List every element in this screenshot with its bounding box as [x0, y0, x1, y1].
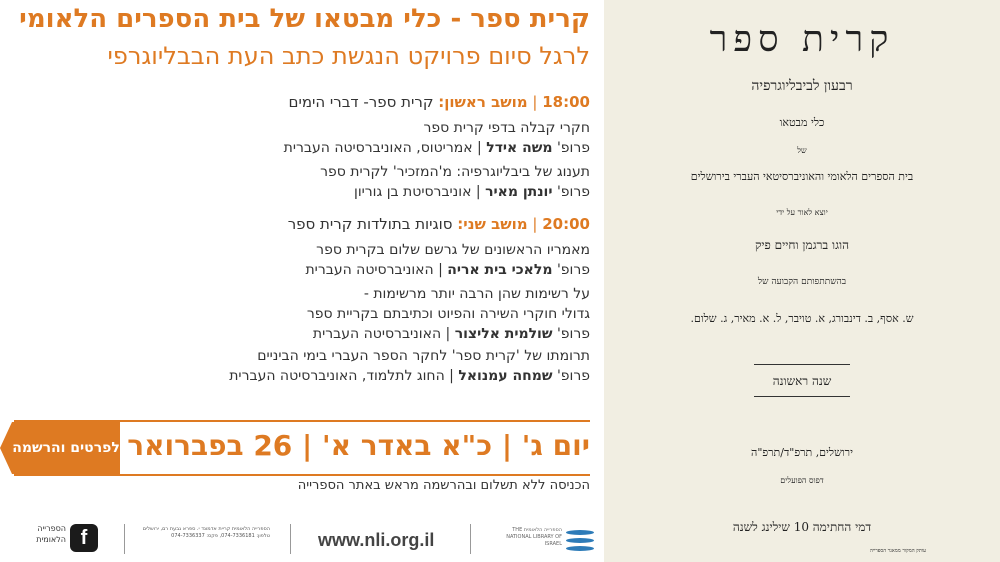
library-logo-text: הספרייה הלאומית THE NATIONAL LIBRARY OF ISRAEL: [506, 527, 562, 547]
banner-bottom-rule: [14, 474, 590, 476]
cover-organ: כלי מבטאו: [779, 116, 825, 129]
talk-2: תענוג של ביבליוגרפיה: מ'המזכיר' לקרית ספר פרופ' יונתן מאיר | אוניברסיטת בן גוריון: [320, 164, 590, 200]
library-address: הספרייה הלאומית קריית אדמונד י. ספרא גבעת רם, ירושלים טלפון: 074-7336181, פקס: 074-7336337: [142, 526, 270, 539]
cover-rule: [754, 396, 850, 397]
cover-price: דמי החתימה 10 שילינג לשנה: [732, 520, 872, 534]
cover-year: שנה ראשונה: [772, 374, 832, 388]
session-2-header: 20:00 | מושב שני: סוגיות בתולדות קרית ספר: [287, 215, 590, 233]
facebook-icon[interactable]: f: [70, 524, 98, 552]
divider: [124, 524, 125, 554]
cover-credit: עותק המקור ממאגר הספרייה: [869, 548, 926, 554]
cover-with: בהשתתפותם הקבועה של: [757, 277, 847, 287]
talk-1: חקרי קבלה בדפי קרית ספר פרופ' משה אידל | אמריטוס, האוניברסיטה העברית: [283, 120, 590, 156]
divider: [470, 524, 471, 554]
website-link[interactable]: www.nli.org.il: [318, 530, 435, 550]
event-title: קרית ספר - כלי מבטאו של בית הספרים הלאומי: [19, 4, 590, 34]
cover-rule: [754, 364, 850, 365]
cover-subtitle: רבעון לביבליוגרפיה: [751, 78, 853, 94]
cover-title: קרית ספר: [709, 19, 895, 60]
cover-place: ירושלים, תרפ"ד/תרפ"ה: [751, 446, 853, 459]
session-1-header: 18:00 | מושב ראשון: קרית ספר- דברי הימים: [288, 93, 590, 111]
facebook-label: הספרייה הלאומית: [36, 524, 66, 544]
cover-of: של: [797, 146, 807, 155]
journal-cover: [604, 0, 1000, 562]
date-banner: [0, 420, 604, 476]
cover-contributors: ש. אסף, ב. דינבורג, א. טויבר, ל. א. מאיר, ג. שלום.: [690, 312, 914, 325]
cover-institution: בית הספרים הלאומי והאוניברסיטאי העברי בירושלים: [690, 170, 914, 183]
cover-printer: דפוס הפועלים: [780, 476, 824, 485]
cover-editors: הוגו ברגמן וחיים פיק: [754, 238, 850, 252]
library-logo-icon: [566, 528, 594, 552]
event-subtitle: לרגל סיום פרויקט הנגשת כתב העת הבבליוגרפי: [107, 42, 590, 70]
talk-5: תרומתו של 'קרית ספר' לחקר הספר העברי בימי הביניים פרופ' שמחה עמנואל | החוג לתלמוד, האוניברסיטה העברית: [229, 348, 590, 384]
talk-4: על רשימות שהן הרבה יותר מרשימות - גדולי חוקרי השירה והפיוט וכתיבתם בקריית ספר פרופ' שולמית אליצור | האוניברסיטה העברית: [306, 286, 590, 342]
footer: [0, 518, 604, 562]
register-button[interactable]: לפרטים והרשמה: [12, 422, 120, 474]
cover-published-by: יוצא לאור על ידי: [776, 208, 828, 217]
talk-3: מאמריו הראשונים של גרשם שלום בקרית ספר פרופ' מלאכי בית אריה | האוניברסיטה העברית: [305, 242, 590, 278]
divider: [290, 524, 291, 554]
event-date: יום ג' | כ"א באדר א' | 26 בפברואר: [127, 429, 590, 462]
entry-note: הכניסה ללא תשלום ובהרשמה מראש באתר הספרייה: [297, 478, 590, 493]
